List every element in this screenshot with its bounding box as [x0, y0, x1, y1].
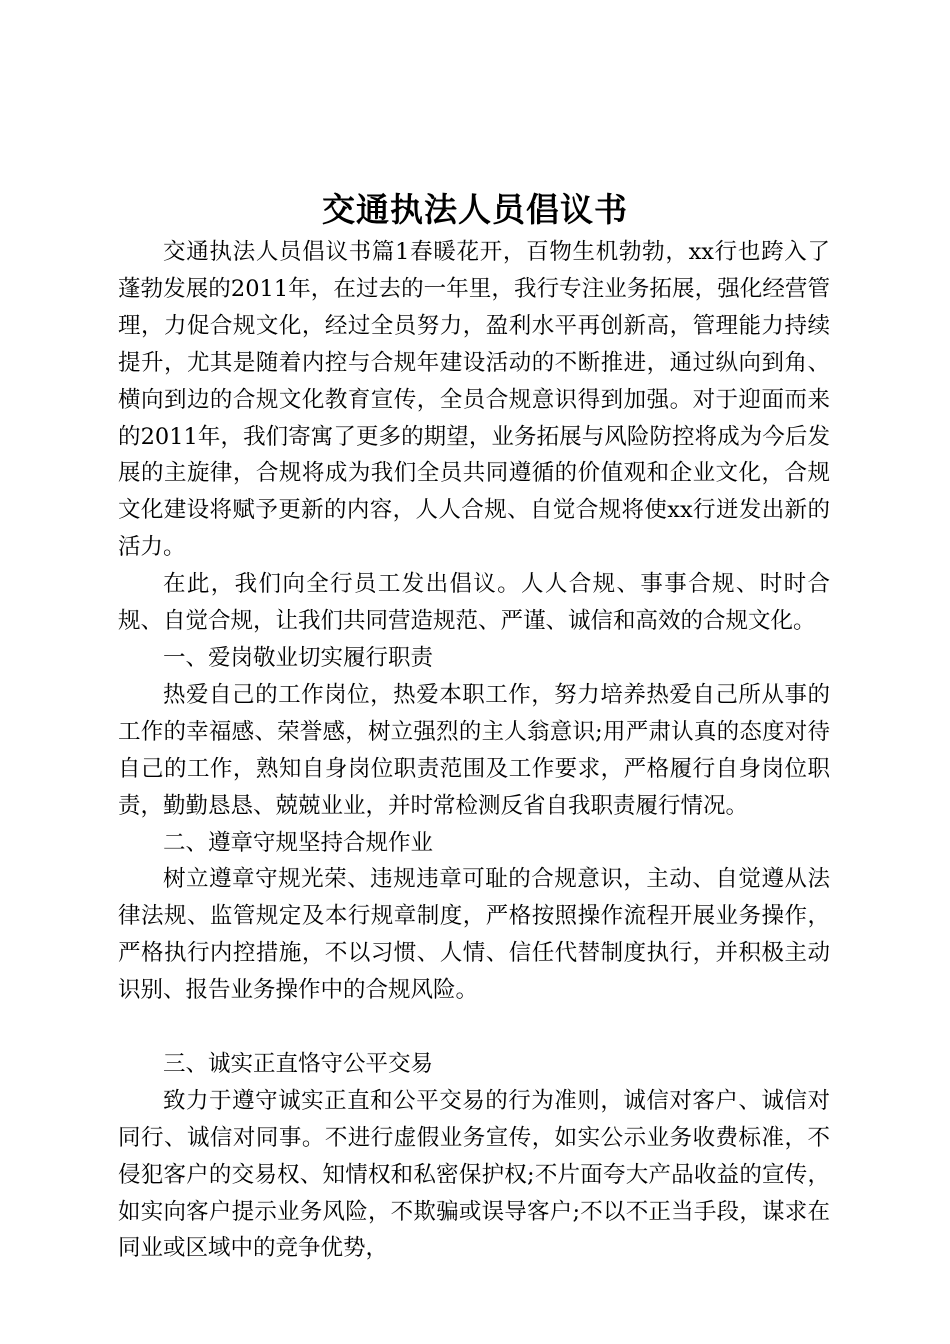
section-heading-1: 一、爱岗敬业切实履行职责 — [163, 644, 434, 671]
paragraph-initiative: 在此，我们向全行员工发出倡议。人人合规、事事合规、时时合规、自觉合规，让我们共同营造规范、严谨、诚信和高效的合规文化。 — [118, 571, 830, 635]
blank-line — [118, 1009, 830, 1046]
document-title: 交通执法人员倡议书 — [322, 190, 628, 229]
paragraph-section-1: 热爱自己的工作岗位，热爱本职工作，努力培养热爱自己所从事的工作的幸福感、荣誉感，树立强烈的主人翁意识;用严肃认真的态度对待自己的工作，熟知自身岗位职责范围及工作要求，严格履行自身岗位职责，勤勤恳恳、兢兢业业，并时常检测反省自我职责履行情况。 — [118, 681, 830, 819]
paragraph-intro: 交通执法人员倡议书篇1春暖花开，百物生机勃勃，xx行也跨入了蓬勃发展的2011年，在过去的一年里，我行专注业务拓展，强化经营管理，力促合规文化，经过全员努力，盈利水平再创新高，管理能力持续提升，尤其是随着内控与合规年建设活动的不断推进，通过纵向到角、横向到边的合规文化教育宣传，全员合规意识得到加强。对于迎面而来的2011年，我们寄寓了更多的期望，业务拓展与风险防控将成为今后发展的主旋律，合规将成为我们全员共同遵循的价值观和企业文化，合规文化建设将赋予更新的内容，人人合规、自觉合规将使xx行迸发出新的活力。 — [118, 239, 830, 561]
paragraph-section-2: 树立遵章守规光荣、违规违章可耻的合规意识，主动、自觉遵从法律法规、监管规定及本行规章制度，严格按照操作流程开展业务操作，严格执行内控措施，不以习惯、人情、信任代替制度执行，并积极主动识别、报告业务操作中的合规风险。 — [118, 866, 830, 1004]
section-heading-2: 二、遵章守规坚持合规作业 — [163, 829, 434, 856]
document-body — [118, 234, 830, 1267]
paragraph-section-3: 致力于遵守诚实正直和公平交易的行为准则，诚信对客户、诚信对同行、诚信对同事。不进行虚假业务宣传，如实公示业务收费标准，不侵犯客户的交易权、知情权和私密保护权;不片面夸大产品收益的宣传，如实向客户提示业务风险，不欺骗或误导客户;不以不正当手段，谋求在同业或区域中的竞争优势， — [118, 1087, 830, 1262]
section-heading-3: 三、诚实正直恪守公平交易 — [163, 1050, 434, 1077]
